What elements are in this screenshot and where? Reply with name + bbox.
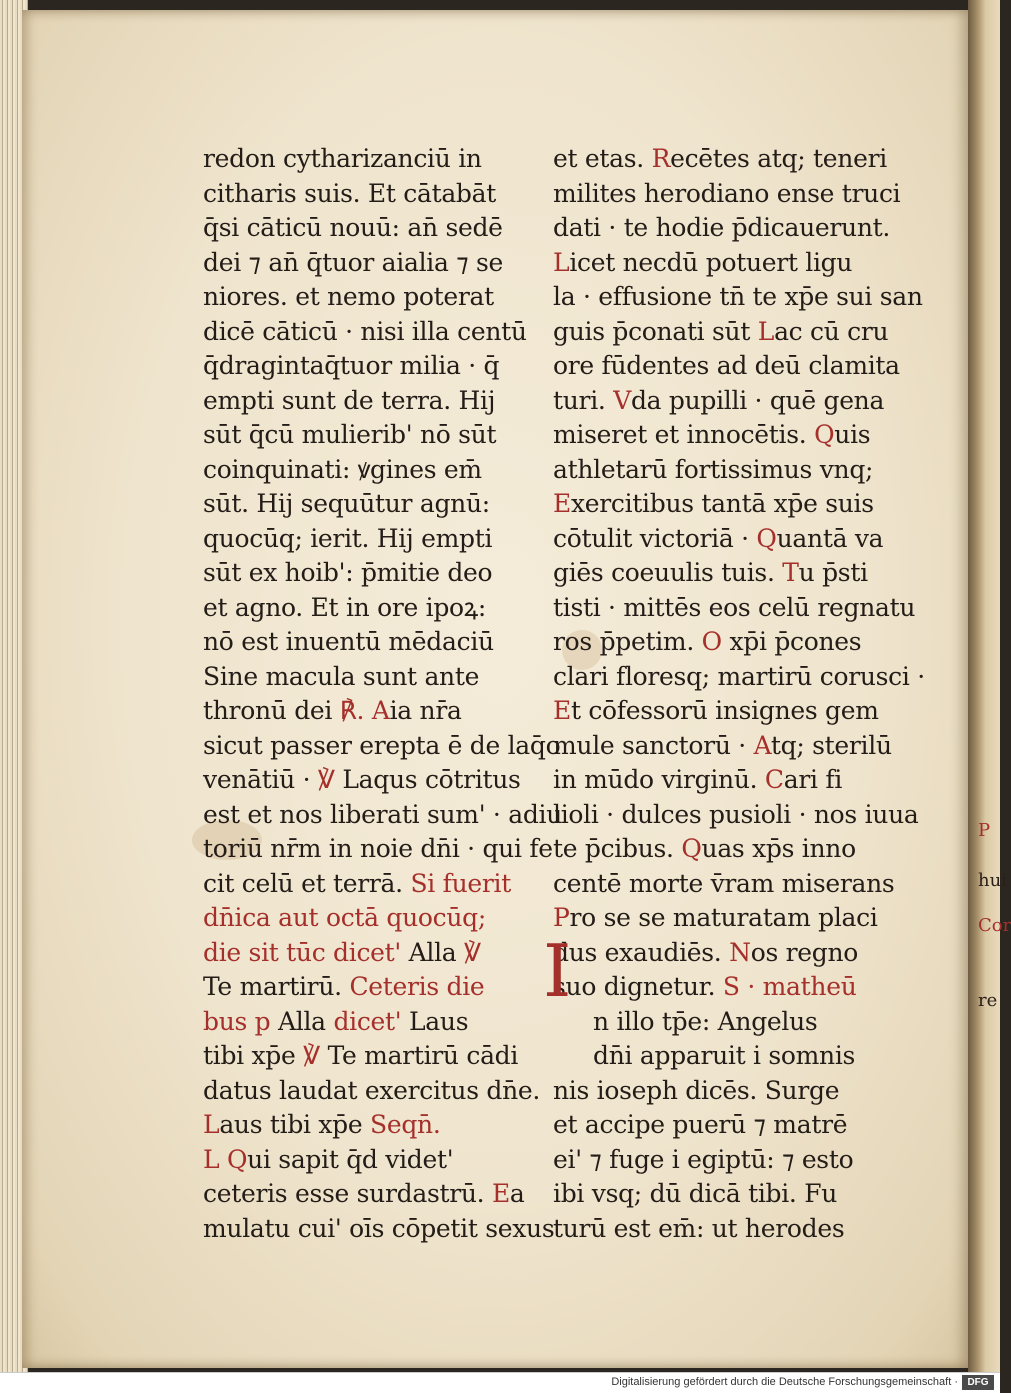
- text-line: [553, 1074, 853, 1109]
- line-text: dus exaudiēs.: [553, 937, 730, 967]
- line-text: la · effusione tn̄ te xp̄e sui san: [553, 282, 923, 311]
- text-line: [553, 315, 889, 350]
- rubric-text: bus p: [203, 1006, 271, 1036]
- rubric-text: L: [203, 1110, 220, 1139]
- line-text: ibi vsq; dū dicā tibi. Fu: [553, 1179, 838, 1208]
- line-text: giēs coeuulis tuis.: [553, 558, 783, 587]
- rubric-text: ℣: [303, 1041, 320, 1070]
- text-line: [203, 901, 505, 936]
- text-line: [553, 1143, 853, 1178]
- line-text: ui sapit q̄d videt': [247, 1144, 454, 1174]
- text-line: [553, 246, 853, 281]
- line-text: redon cytharizanciū in: [203, 144, 482, 173]
- text-line: [553, 1108, 853, 1143]
- text-line: [203, 1108, 505, 1143]
- rubric-text: L Q: [203, 1144, 248, 1174]
- rubric-text: ℣: [464, 937, 481, 967]
- facing-page-fragment: hui: [978, 870, 1007, 891]
- line-text: Alla: [270, 1006, 334, 1036]
- rubric-text: L: [553, 247, 570, 277]
- rubric-text: dicet': [333, 1006, 402, 1036]
- line-text: ia nr̄a: [389, 696, 462, 725]
- text-line: [203, 177, 505, 212]
- text-line: [203, 936, 505, 971]
- text-line: [553, 1177, 853, 1212]
- line-text: cit celū et terrā.: [203, 868, 411, 898]
- line-text: Sine macula sunt ante: [203, 661, 480, 691]
- line-text: tq; sterilū: [770, 730, 892, 760]
- line-text: xp̄i p̄cones: [721, 627, 862, 656]
- line-text: nō est inuentū mēdaciū: [203, 627, 494, 656]
- rubric-text: T: [782, 558, 799, 587]
- text-line: [203, 1039, 519, 1074]
- line-text: in mūdo virginū.: [553, 765, 765, 794]
- rubric-text: dn̄ica aut octā quocūq;: [203, 903, 486, 932]
- text-line: [553, 867, 895, 902]
- line-text: guis p̄conati sūt: [553, 316, 758, 346]
- line-text: os regno: [750, 937, 859, 967]
- rubric-text: Q: [756, 523, 777, 553]
- rubric-text: R: [651, 144, 671, 173]
- text-line: [203, 867, 511, 902]
- text-line: [203, 591, 505, 626]
- line-text: ari fi: [783, 765, 843, 794]
- rubric-text: S · matheū: [722, 972, 857, 1001]
- rubric-text: P: [553, 903, 570, 932]
- rubric-text: C: [764, 765, 784, 794]
- line-text: q̄dragintaq̄tuor milia · q̄: [203, 351, 500, 380]
- text-line: [203, 246, 505, 281]
- text-line: [203, 349, 505, 384]
- text-line: [203, 384, 505, 419]
- text-line: [203, 763, 521, 798]
- text-line: [203, 625, 505, 660]
- rubric-text: Seqn̄.: [370, 1110, 441, 1139]
- line-text: aus tibi xp̄e: [219, 1110, 371, 1139]
- line-text: toriū nr̄m in noie dn̄i · qui fe: [203, 834, 553, 863]
- text-line: [553, 177, 901, 212]
- line-text: sicut passer erepta ē de laq̄o: [203, 730, 561, 760]
- line-text: turū est em̄: ut herodes: [553, 1213, 845, 1243]
- line-text: et accipe puerū ⁊ matrē: [553, 1110, 848, 1139]
- text-line: [553, 1212, 853, 1247]
- line-text: et agno. Et in ore ipoꝝ:: [203, 592, 487, 622]
- rubric-text: E: [553, 489, 571, 518]
- line-text: ei' ⁊ fuge i egiptū: ⁊ esto: [553, 1144, 854, 1174]
- facing-page-fragment: Cor: [978, 915, 1011, 936]
- line-text: n illo tp̄e: Angelus: [593, 1006, 818, 1036]
- line-text: clari floresq; martirū corusci ·: [553, 661, 925, 691]
- line-text: xercitibus tantā xp̄e suis: [570, 489, 874, 518]
- text-line: [203, 729, 561, 764]
- text-line: [203, 418, 505, 453]
- rubric-text: Q: [681, 834, 702, 863]
- rubric-text: Q: [814, 420, 835, 449]
- line-text: est et nos liberati sum' · adiu: [203, 799, 563, 829]
- text-line: [553, 487, 874, 522]
- rubric-text: A: [753, 730, 771, 760]
- line-text: milites herodiano ense truci: [553, 178, 901, 208]
- line-text: datus laudat exercitus dn̄e.: [203, 1075, 541, 1105]
- text-line: [553, 556, 868, 591]
- line-text: suo dignetur.: [553, 972, 723, 1001]
- text-line: [553, 763, 853, 798]
- line-text: mule sanctorū ·: [553, 730, 754, 760]
- text-line: [553, 625, 862, 660]
- rubric-text: V: [613, 385, 631, 415]
- text-line: [203, 556, 505, 591]
- text-line: [553, 936, 859, 971]
- line-text: quocūq; ierit. Hij empti: [203, 523, 493, 553]
- line-text: et etas.: [553, 144, 652, 173]
- text-line: [553, 660, 925, 695]
- line-text: t cōfessorū insignes gem: [570, 696, 879, 725]
- dfg-logo: DFG: [962, 1375, 994, 1390]
- rubric-text: E: [553, 696, 571, 725]
- line-text: dicē cāticū · nisi illa centū: [203, 316, 527, 346]
- line-text: a: [509, 1179, 525, 1208]
- text-line: [203, 832, 553, 867]
- line-text: lioli · dulces pusioli · nos iuua: [553, 799, 919, 829]
- line-text: Laus: [401, 1006, 469, 1036]
- line-text: tibi xp̄e: [203, 1041, 304, 1070]
- rubric-text: N: [729, 937, 751, 967]
- text-line: [553, 832, 856, 867]
- facing-page-fragment: P: [978, 820, 991, 841]
- text-line: [203, 660, 505, 695]
- text-line: [553, 384, 885, 419]
- text-line: [553, 798, 919, 833]
- line-text: ros p̄petim.: [553, 627, 702, 656]
- text-line: [553, 522, 884, 557]
- rubric-text: Ceteris die: [349, 972, 485, 1001]
- text-line: [553, 591, 916, 626]
- line-text: icet necdū potuert ligu: [569, 247, 853, 277]
- text-line: [203, 211, 505, 246]
- text-line: [553, 142, 887, 177]
- text-line: [203, 280, 505, 315]
- rubric-text: O: [701, 627, 722, 656]
- line-text: mulatu cui' oīs cōpetit sexus: [203, 1213, 555, 1243]
- line-text: dati · te hodie p̄dicauerunt.: [553, 213, 891, 242]
- rubric-text: die sit tūc dicet': [203, 937, 401, 967]
- facing-page-fragment: re: [978, 990, 998, 1011]
- text-line: [553, 1005, 853, 1040]
- text-line: [553, 694, 879, 729]
- line-text: empti sunt de terra. Hij: [203, 385, 496, 415]
- text-line: [553, 349, 900, 384]
- rubric-text: L: [757, 316, 775, 346]
- line-text: da pupilli · quē gena: [630, 385, 885, 415]
- text-line: [553, 453, 874, 488]
- line-text: coinquinati: ꝟgines em̄: [203, 454, 482, 484]
- line-text: Alla: [400, 937, 465, 967]
- line-text: u p̄sti: [798, 558, 868, 587]
- footer-bar: [0, 1372, 1000, 1393]
- line-text: niores. et nemo poterat: [203, 282, 494, 311]
- text-line: [553, 280, 923, 315]
- text-line: [553, 901, 878, 936]
- rubric-text: Si fuerit: [410, 868, 511, 898]
- text-line: [553, 1039, 856, 1074]
- text-line: [553, 729, 892, 764]
- line-text: centē morte v̄ram miserans: [553, 868, 895, 898]
- line-text: dn̄i apparuit i somnis: [593, 1041, 856, 1070]
- rubric-text: ℣: [317, 765, 335, 794]
- line-text: te p̄cibus.: [553, 834, 682, 863]
- line-text: nis ioseph dicēs. Surge: [553, 1075, 840, 1105]
- rubric-text: ℟. A: [339, 696, 390, 725]
- text-line: [203, 1005, 505, 1040]
- text-column-left: [203, 142, 563, 1246]
- funding-credit: Digitalisierung gefördert durch die Deutsche Forschungsgemeinschaft ·: [611, 1376, 958, 1388]
- line-text: Te martirū.: [203, 972, 350, 1001]
- text-line: [553, 211, 891, 246]
- text-line: [203, 315, 527, 350]
- text-line: [203, 1212, 555, 1247]
- text-line: [203, 970, 505, 1005]
- line-text: citharis suis. Et cātabāt: [203, 178, 496, 208]
- line-text: uas xp̄s inno: [701, 834, 856, 863]
- line-text: uis: [834, 420, 871, 449]
- text-line: [203, 1074, 541, 1109]
- line-text: ecētes atq; teneri: [670, 144, 887, 173]
- line-text: ore fūdentes ad deū clamita: [553, 351, 900, 380]
- line-text: tisti · mittēs eos celū regnatu: [553, 592, 916, 622]
- facing-page-edge: [968, 0, 1011, 1372]
- text-line: [203, 798, 563, 833]
- text-line: [203, 522, 505, 557]
- illuminated-initial: I: [543, 929, 572, 1013]
- text-line: [203, 1143, 505, 1178]
- line-text: sūt ex hoib': p̄mitie deo: [203, 558, 493, 587]
- line-text: athletarū fortissimus vnq;: [553, 454, 874, 484]
- line-text: thronū dei: [203, 696, 340, 725]
- line-text: sūt. Hij sequūtur agnū:: [203, 489, 490, 518]
- line-text: venātiū ·: [203, 765, 318, 794]
- text-column-right: [553, 142, 925, 1246]
- line-text: sūt q̄cū mulierib' nō sūt: [203, 420, 497, 449]
- rubric-text: E: [491, 1179, 510, 1208]
- line-text: ac cū cru: [774, 316, 889, 346]
- line-text: uantā va: [776, 523, 884, 553]
- line-text: ceteris esse surdastrū.: [203, 1179, 492, 1208]
- line-text: turi.: [553, 385, 614, 415]
- text-line: [203, 487, 505, 522]
- line-text: cōtulit victoriā ·: [553, 523, 757, 553]
- text-line: [203, 1177, 525, 1212]
- line-text: Te martirū cādi: [319, 1041, 519, 1070]
- line-text: dei ⁊ an̄ q̄tuor aialia ⁊ se: [203, 247, 504, 277]
- text-line: [203, 142, 505, 177]
- text-line: [203, 453, 505, 488]
- text-line: [553, 418, 871, 453]
- line-text: ro se se maturatam placi: [569, 903, 878, 932]
- text-line: [553, 970, 857, 1005]
- line-text: q̄si cāticū nouū: an̄ sedē: [203, 213, 503, 242]
- line-text: Laqus cōtritus: [334, 765, 521, 794]
- text-line: [203, 694, 505, 729]
- line-text: miseret et innocētis.: [553, 420, 815, 449]
